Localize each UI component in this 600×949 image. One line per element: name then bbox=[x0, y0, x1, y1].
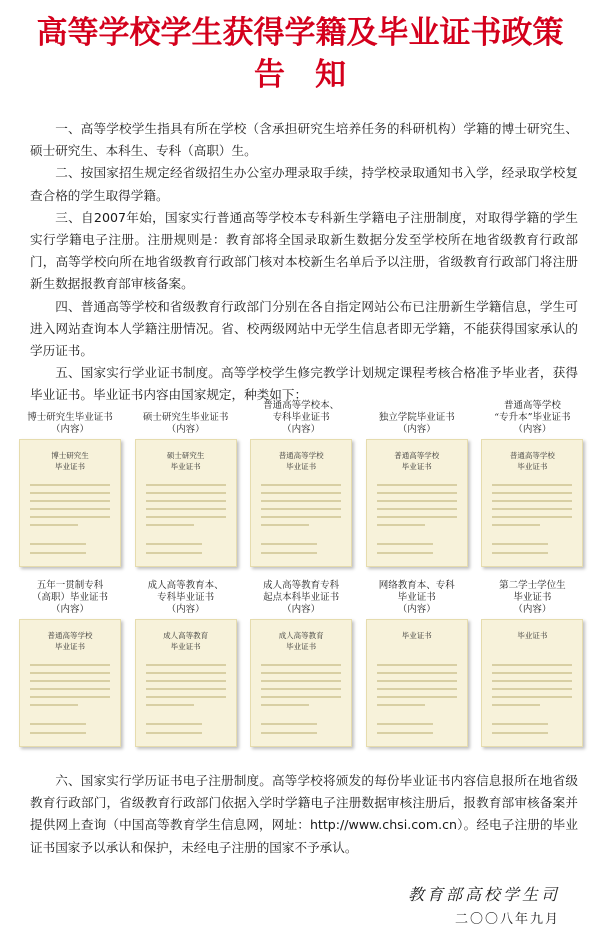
certificate-card bbox=[359, 578, 475, 747]
page-title: 高等学校学生获得学籍及毕业证书政策 bbox=[36, 15, 564, 51]
paragraph-2: 二、按国家招生规定经省级招生办公室办理录取手续，持学校录取通知书入学，经录取学校复查合格的学生取得学籍。 bbox=[30, 165, 578, 203]
issuer-signature: 教育部高校学生司 bbox=[407, 885, 560, 904]
certificate-sample-image bbox=[250, 619, 352, 747]
text-line bbox=[30, 680, 110, 682]
certificate-sample-title-line: 毕业证书 bbox=[170, 642, 201, 651]
certificate-card bbox=[128, 578, 244, 747]
certificate-sample-title-line: 毕业证书 bbox=[517, 631, 548, 640]
text-line bbox=[377, 484, 457, 486]
certificate-caption bbox=[12, 398, 128, 436]
text-line bbox=[492, 484, 572, 486]
certificate-sample-title bbox=[367, 620, 467, 656]
text-line bbox=[377, 492, 457, 494]
certificate-caption bbox=[474, 578, 590, 616]
text-line bbox=[146, 664, 226, 666]
signature-line bbox=[261, 543, 317, 545]
signature-line bbox=[261, 723, 317, 725]
certificate-sample-image bbox=[481, 619, 583, 747]
certificate-sample-title bbox=[136, 440, 236, 476]
certificate-sample-image bbox=[135, 439, 237, 567]
paragraph-3: 三、自2007年始，国家实行普通高等学校本专科新生学籍电子注册制度，对取得学籍的学生实行学籍电子注册。注册规则是：教育部将全国录取新生数据分发至学校所在地省级教育行政部门，高等学校向所在地省级教育行政部门核对本校新生名单后予以注册，省级教育行政部门将注册新生数据报教育部审核备案。 bbox=[30, 209, 578, 292]
text-line bbox=[30, 672, 110, 674]
text-line bbox=[30, 516, 110, 518]
text-line bbox=[492, 680, 572, 682]
certificate-caption-line: 普通高等学校本、 bbox=[263, 400, 340, 411]
certificate-caption bbox=[243, 578, 359, 616]
text-line bbox=[146, 688, 226, 690]
certificate-sample-image bbox=[135, 619, 237, 747]
signature-line bbox=[377, 552, 433, 554]
certificate-sample-title bbox=[367, 440, 467, 476]
certificate-sample-title-line: 毕业证书 bbox=[401, 631, 432, 640]
certificate-signature-lines bbox=[146, 716, 226, 734]
certificate-caption bbox=[128, 578, 244, 616]
text-line bbox=[146, 524, 194, 526]
text-line bbox=[492, 688, 572, 690]
signature-line bbox=[30, 552, 86, 554]
certificate-signature-lines bbox=[492, 536, 572, 554]
certificate-sample-title-line: 博士研究生 bbox=[51, 451, 89, 460]
certificate-sample-title-line: 普通高等学校 bbox=[509, 451, 555, 460]
certificate-caption-line: 成人高等教育专科 bbox=[263, 580, 340, 591]
certificate-card bbox=[128, 398, 244, 567]
certificate-text-lines bbox=[30, 664, 110, 712]
certificate-signature-lines bbox=[377, 536, 457, 554]
signature-line bbox=[146, 552, 202, 554]
certificate-sample-title-line: 毕业证书 bbox=[170, 462, 201, 471]
text-line bbox=[146, 696, 226, 698]
signature-line bbox=[492, 552, 548, 554]
page-title-notice: 告知 bbox=[254, 57, 376, 93]
text-line bbox=[492, 500, 572, 502]
certificate-sample-title bbox=[482, 620, 582, 656]
certificate-sample-title-line: 普通高等学校 bbox=[278, 451, 324, 460]
text-line bbox=[377, 524, 425, 526]
text-line bbox=[30, 704, 78, 706]
certificate-caption-line: （内容） bbox=[166, 604, 205, 615]
certificate-caption-line: “专升本”毕业证书 bbox=[494, 412, 571, 423]
text-line bbox=[30, 664, 110, 666]
text-line bbox=[30, 500, 110, 502]
text-line bbox=[30, 524, 78, 526]
certificate-card bbox=[359, 398, 475, 567]
signature-line bbox=[261, 732, 317, 734]
certificate-caption-line: （高职）毕业证书 bbox=[31, 592, 108, 603]
certificate-sample-image bbox=[366, 439, 468, 567]
certificate-sample-title bbox=[482, 440, 582, 476]
text-line bbox=[377, 500, 457, 502]
text-line bbox=[492, 492, 572, 494]
signature-line bbox=[492, 723, 548, 725]
certificate-text-lines bbox=[492, 664, 572, 712]
certificate-signature-lines bbox=[30, 716, 110, 734]
certificate-caption bbox=[359, 398, 475, 436]
text-line bbox=[492, 704, 540, 706]
text-line bbox=[377, 704, 425, 706]
certificate-sample-title-line: 毕业证书 bbox=[286, 642, 317, 651]
certificate-signature-lines bbox=[261, 716, 341, 734]
text-line bbox=[30, 484, 110, 486]
certificate-caption-line: （内容） bbox=[397, 604, 436, 615]
certificate-card bbox=[243, 578, 359, 747]
text-line bbox=[261, 516, 341, 518]
certificate-caption-line: 硕士研究生毕业证书 bbox=[142, 412, 229, 423]
signature-line bbox=[492, 732, 548, 734]
certificate-caption-line: 专科毕业证书 bbox=[272, 412, 330, 423]
text-line bbox=[492, 524, 540, 526]
text-line bbox=[261, 696, 341, 698]
text-line bbox=[492, 516, 572, 518]
certificate-text-lines bbox=[146, 664, 226, 712]
certificate-caption-line: 第二学士学位生 bbox=[499, 580, 566, 591]
signature-line bbox=[146, 723, 202, 725]
certificate-signature-lines bbox=[377, 716, 457, 734]
certificate-caption-line: 专科毕业证书 bbox=[157, 592, 215, 603]
certificate-sample-image bbox=[366, 619, 468, 747]
certificate-sample-title-line: 毕业证书 bbox=[286, 462, 317, 471]
certificate-card bbox=[474, 398, 590, 567]
signature-line bbox=[492, 543, 548, 545]
text-line bbox=[30, 696, 110, 698]
certificate-caption-line: （内容） bbox=[50, 604, 89, 615]
certificate-text-lines bbox=[261, 664, 341, 712]
text-line bbox=[261, 664, 341, 666]
signature-line bbox=[377, 723, 433, 725]
certificate-caption-line: 五年一贯制专科 bbox=[36, 580, 104, 591]
certificate-caption-line: （内容） bbox=[282, 424, 321, 435]
text-line bbox=[30, 688, 110, 690]
text-line bbox=[492, 508, 572, 510]
text-line bbox=[146, 672, 226, 674]
certificate-text-lines bbox=[492, 484, 572, 532]
certificate-caption-line: （内容） bbox=[166, 424, 205, 435]
certificate-sample-title bbox=[20, 440, 120, 476]
certificate-signature-lines bbox=[30, 536, 110, 554]
text-line bbox=[377, 672, 457, 674]
certificate-sample-title-line: 毕业证书 bbox=[55, 462, 85, 471]
certificate-caption-line: 博士研究生毕业证书 bbox=[27, 412, 113, 423]
policy-body-continued bbox=[30, 770, 578, 859]
text-line bbox=[261, 524, 309, 526]
text-line bbox=[377, 680, 457, 682]
certificate-sample-title-line: 普通高等学校 bbox=[47, 631, 93, 640]
issue-date: 二〇〇八年九月 bbox=[454, 912, 560, 927]
certificate-caption bbox=[128, 398, 244, 436]
text-line bbox=[146, 508, 226, 510]
certificate-card bbox=[12, 398, 128, 567]
certificate-sample-image bbox=[19, 439, 121, 567]
certificate-text-lines bbox=[261, 484, 341, 532]
paragraph-1: 一、高等学校学生指具有所在学校（含承担研究生培养任务的科研机构）学籍的博士研究生、硕士研究生、本科生、专科（高职）生。 bbox=[30, 121, 578, 159]
certificate-sample-title-line: 成人高等教育 bbox=[278, 631, 324, 640]
certificate-sample-title bbox=[251, 620, 351, 656]
text-line bbox=[30, 492, 110, 494]
text-line bbox=[492, 664, 572, 666]
certificate-sample-title bbox=[20, 620, 120, 656]
text-line bbox=[261, 680, 341, 682]
certificate-caption-line: 独立学院毕业证书 bbox=[378, 412, 455, 423]
certificate-sample-title-line: 毕业证书 bbox=[55, 642, 85, 651]
text-line bbox=[30, 508, 110, 510]
text-line bbox=[146, 492, 226, 494]
signature-line bbox=[377, 732, 433, 734]
text-line bbox=[377, 664, 457, 666]
certificate-caption-line: 毕业证书 bbox=[397, 592, 436, 603]
certificate-sample-title-line: 普通高等学校 bbox=[394, 451, 440, 460]
certificate-caption bbox=[12, 578, 128, 616]
certificate-sample-title bbox=[136, 620, 236, 656]
certificate-caption-line: （内容） bbox=[397, 424, 436, 435]
certificate-sample-image bbox=[19, 619, 121, 747]
text-line bbox=[261, 672, 341, 674]
certificate-sample-image bbox=[250, 439, 352, 567]
signature-line bbox=[30, 732, 86, 734]
text-line bbox=[146, 500, 226, 502]
certificate-sample-image bbox=[481, 439, 583, 567]
paragraph-6: 六、国家实行学历证书电子注册制度。高等学校将颁发的每份毕业证书内容信息报所在地省级教育行政部门，省级教育行政部门依据入学时学籍电子注册数据审核注册后，报教育部审核备案并提供网上查询（中国高等教育学生信息网，网址：http://www.chsi.com.cn）。经电子注册的毕业证书国家予以承认和保护，未经电子注册的国家不予承认。 bbox=[30, 773, 578, 855]
certificate-signature-lines bbox=[492, 716, 572, 734]
certificate-sample-title-line: 毕业证书 bbox=[401, 462, 432, 471]
certificate-text-lines bbox=[377, 484, 457, 532]
certificate-signature-lines bbox=[261, 536, 341, 554]
certificate-caption-line: （内容） bbox=[282, 604, 321, 615]
certificate-sample-title bbox=[251, 440, 351, 476]
certificate-caption-line: （内容） bbox=[513, 424, 552, 435]
text-line bbox=[377, 508, 457, 510]
text-line bbox=[377, 516, 457, 518]
certificate-card bbox=[243, 398, 359, 567]
signature-line bbox=[146, 543, 202, 545]
certificate-sample-title-line: 成人高等教育 bbox=[163, 631, 209, 640]
text-line bbox=[261, 500, 341, 502]
certificate-caption-line: （内容） bbox=[513, 604, 552, 615]
signature-line bbox=[377, 543, 433, 545]
certificate-caption-line: 成人高等教育本、 bbox=[147, 580, 224, 591]
paragraph-4: 四、普通高等学校和省级教育行政部门分别在各自指定网站公布已注册新生学籍信息，学生可进入网站查询本人学籍注册情况。省、校两级网站中无学生信息者即无学籍，不能获得国家承认的学历证书。 bbox=[30, 298, 578, 359]
text-line bbox=[146, 484, 226, 486]
certificate-caption-line: （内容） bbox=[50, 424, 89, 435]
certificate-caption-line: 起点本科毕业证书 bbox=[263, 592, 340, 603]
certificate-card bbox=[474, 578, 590, 747]
signature-line bbox=[261, 552, 317, 554]
text-line bbox=[261, 688, 341, 690]
certificate-caption-line: 毕业证书 bbox=[513, 592, 552, 603]
signature-line bbox=[30, 543, 86, 545]
text-line bbox=[492, 672, 572, 674]
text-line bbox=[377, 688, 457, 690]
signature-line bbox=[146, 732, 202, 734]
text-line bbox=[146, 680, 226, 682]
certificate-text-lines bbox=[30, 484, 110, 532]
certificate-signature-lines bbox=[146, 536, 226, 554]
text-line bbox=[146, 516, 226, 518]
text-line bbox=[377, 696, 457, 698]
certificate-caption bbox=[359, 578, 475, 616]
text-line bbox=[492, 696, 572, 698]
certificate-caption bbox=[243, 398, 359, 436]
policy-body bbox=[30, 118, 578, 407]
certificate-text-lines bbox=[377, 664, 457, 712]
certificate-sample-title-line: 硕士研究生 bbox=[166, 451, 205, 460]
text-line bbox=[261, 508, 341, 510]
certificate-card bbox=[12, 578, 128, 747]
certificate-caption-line: 普通高等学校 bbox=[503, 400, 561, 411]
certificate-sample-title-line: 毕业证书 bbox=[517, 462, 548, 471]
certificate-caption bbox=[474, 398, 590, 436]
text-line bbox=[146, 704, 194, 706]
text-line bbox=[261, 704, 309, 706]
paragraph-5: 五、国家实行学业证书制度。高等学校学生修完教学计划规定课程考核合格准予毕业者，获得毕业证书。毕业证书内容由国家规定，种类如下： bbox=[30, 365, 578, 403]
text-line bbox=[261, 492, 341, 494]
signature-line bbox=[30, 723, 86, 725]
certificate-caption-line: 网络教育本、专科 bbox=[378, 580, 455, 591]
text-line bbox=[261, 484, 341, 486]
certificate-text-lines bbox=[146, 484, 226, 532]
